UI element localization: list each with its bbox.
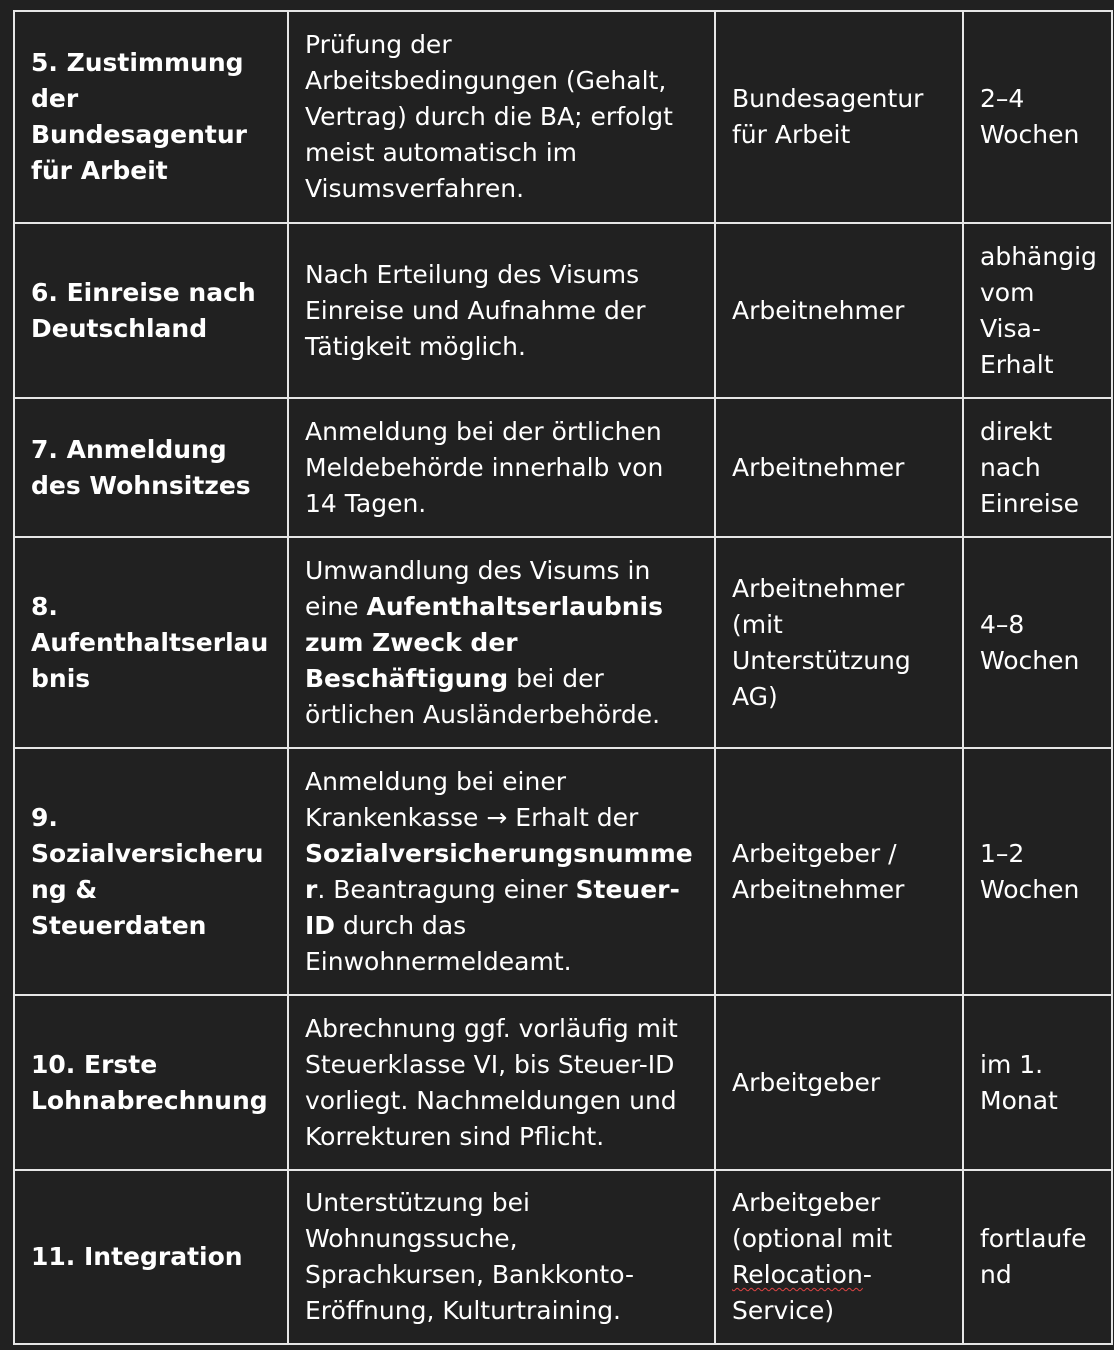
step-cell: 5. Zustimmung der Bundesagentur für Arbeit: [14, 11, 288, 223]
description-cell: Unterstützung bei Wohnungssuche, Sprachkursen, Bankkonto-Eröffnung, Kulturtraining.: [288, 1170, 715, 1344]
table-row: [14, 748, 1112, 995]
duration-cell: 1–2 Wochen: [963, 748, 1112, 995]
step-cell: 9. Sozialversicherung & Steuerdaten: [14, 748, 288, 995]
description-cell: Abrechnung ggf. vorläufig mit Steuerklasse VI, bis Steuer-ID vorliegt. Nachmeldungen und Korrekturen sind Pflicht.: [288, 995, 715, 1170]
duration-cell: 2–4 Wochen: [963, 11, 1112, 223]
table-row: [14, 1170, 1112, 1344]
duration-cell: 4–8 Wochen: [963, 537, 1112, 748]
description-cell: Nach Erteilung des Visums Einreise und Aufnahme der Tätigkeit möglich.: [288, 223, 715, 398]
table-row: [14, 223, 1112, 398]
step-cell: 7. Anmeldung des Wohnsitzes: [14, 398, 288, 537]
table-row: [14, 398, 1112, 537]
bold-term: Steuer-ID: [305, 874, 680, 940]
responsible-cell: Arbeitgeber (optional mit Relocation-Service): [715, 1170, 963, 1344]
duration-cell: abhängig vom Visa-Erhalt: [963, 223, 1112, 398]
step-cell: 8. Aufenthaltserlaubnis: [14, 537, 288, 748]
description-cell: Anmeldung bei der örtlichen Meldebehörde innerhalb von 14 Tagen.: [288, 398, 715, 537]
table-row: [14, 11, 1112, 223]
responsible-cell: Arbeitnehmer (mit Unterstützung AG): [715, 537, 963, 748]
duration-cell: im 1. Monat: [963, 995, 1112, 1170]
step-cell: 10. Erste Lohnabrechnung: [14, 995, 288, 1170]
responsible-cell: Arbeitnehmer: [715, 223, 963, 398]
bold-term: Aufenthaltserlaubnis zum Zweck der Beschäftigung: [305, 591, 663, 693]
step-cell: 6. Einreise nach Deutschland: [14, 223, 288, 398]
process-steps-table: [13, 10, 1113, 1345]
bold-term: Sozialversicherungsnummer: [305, 838, 693, 904]
duration-cell: direkt nach Einreise: [963, 398, 1112, 537]
responsible-cell: Bundesagentur für Arbeit: [715, 11, 963, 223]
description-cell: Anmeldung bei einer Krankenkasse → Erhalt der Sozialversicherungsnummer. Beantragung einer Steuer-ID durch das Einwohnermeldeamt.: [288, 748, 715, 995]
duration-cell: fortlaufend: [963, 1170, 1112, 1344]
description-cell: Umwandlung des Visums in eine Aufenthaltserlaubnis zum Zweck der Beschäftigung bei der örtlichen Ausländerbehörde.: [288, 537, 715, 748]
description-cell: Prüfung der Arbeitsbedingungen (Gehalt, Vertrag) durch die BA; erfolgt meist automatisch im Visumsverfahren.: [288, 11, 715, 223]
step-cell: 11. Integration: [14, 1170, 288, 1344]
responsible-cell: Arbeitgeber / Arbeitnehmer: [715, 748, 963, 995]
spellcheck-word: Relocation: [732, 1260, 863, 1289]
responsible-cell: Arbeitnehmer: [715, 398, 963, 537]
table-row: [14, 995, 1112, 1170]
table-row: [14, 537, 1112, 748]
responsible-cell: Arbeitgeber: [715, 995, 963, 1170]
